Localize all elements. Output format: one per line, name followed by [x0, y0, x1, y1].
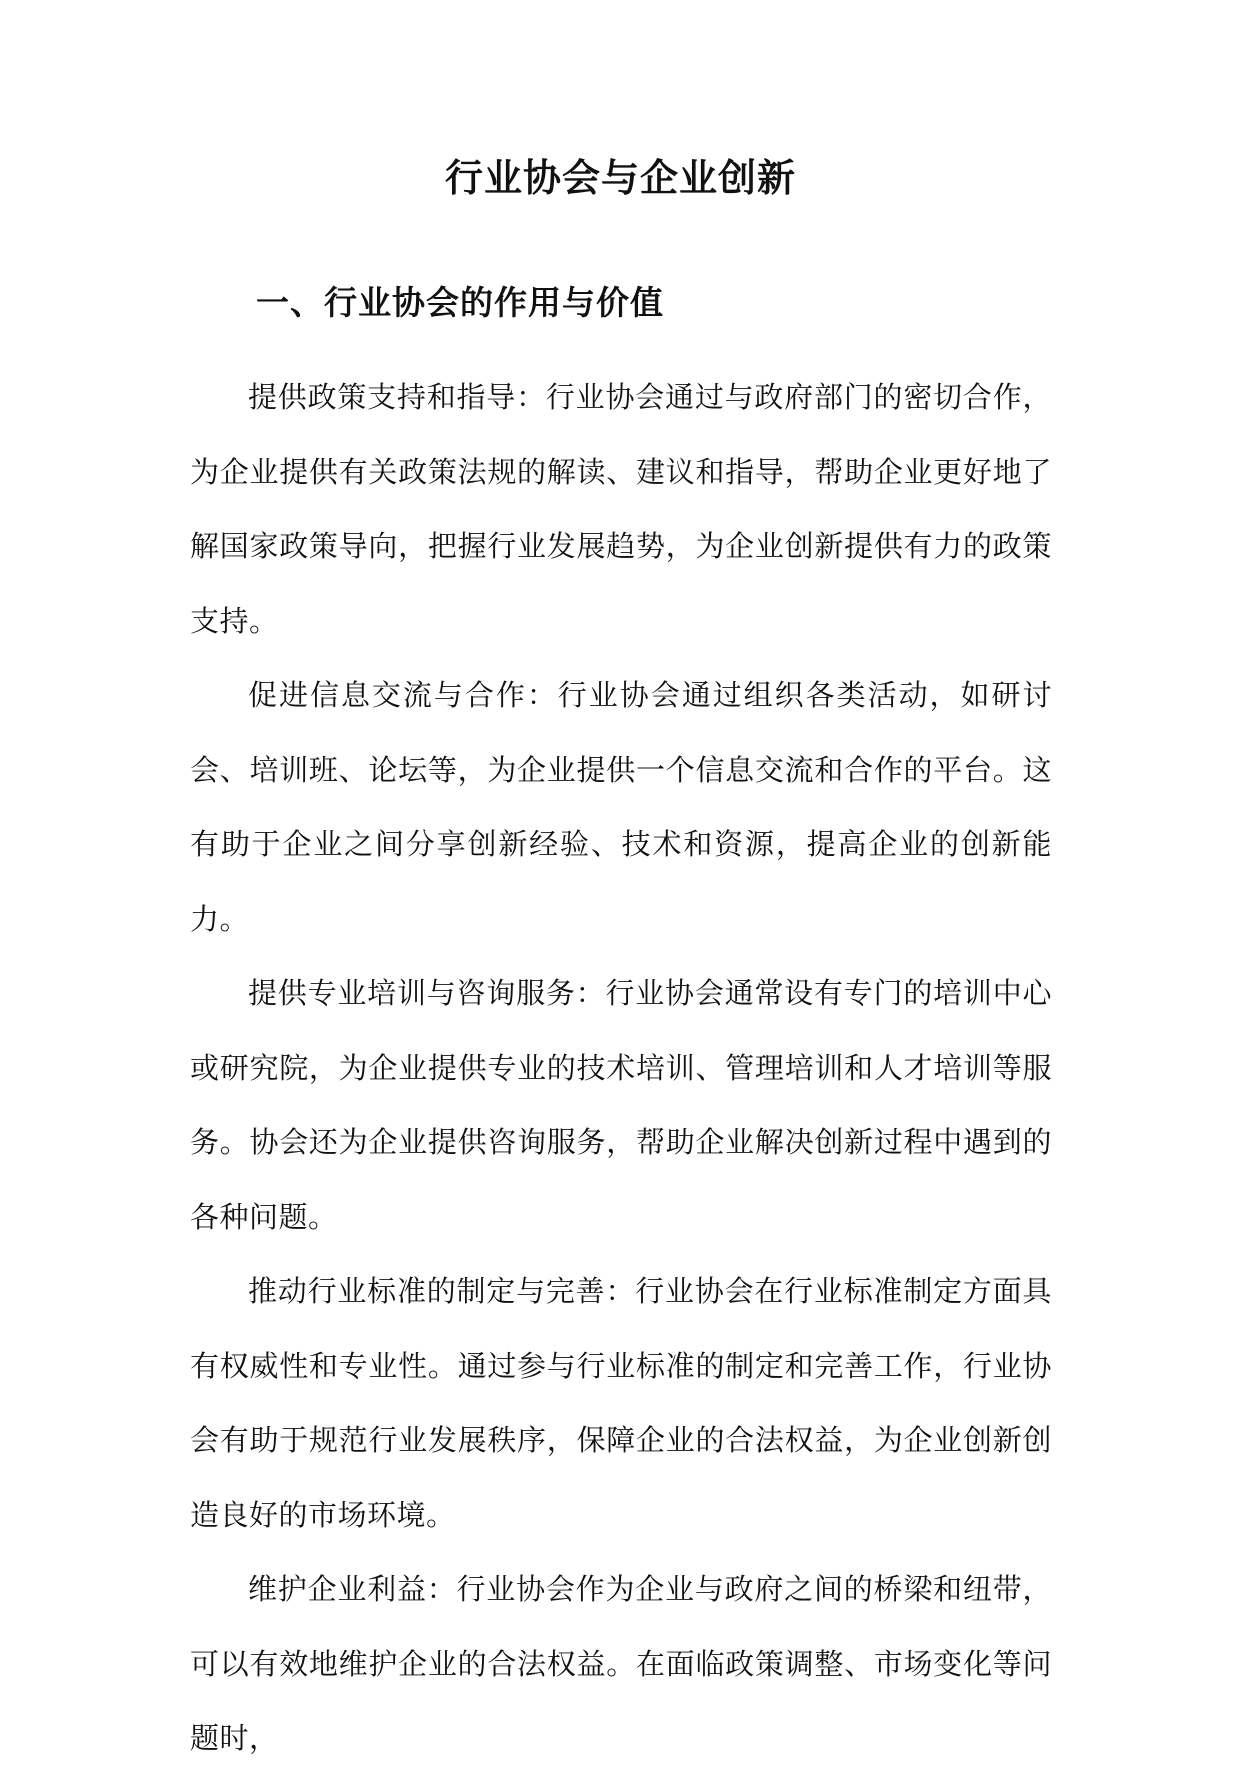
paragraph-information-exchange: 促进信息交流与合作：行业协会通过组织各类活动，如研讨会、培训班、论坛等，为企业提供一个信息交流和合作的平台。这有助于企业之间分享创新经验、技术和资源，提高企业的创新能力。 [190, 678, 1052, 936]
document-title: 行业协会与企业创新 [444, 155, 796, 200]
section-heading: 一、行业协会的作用与价值 [256, 283, 664, 322]
paragraph-industry-standards: 推动行业标准的制定与完善：行业协会在行业标准制定方面具有权威性和专业性。通过参与行业标准的制定和完善工作，行业协会有助于规范行业发展秩序，保障企业的合法权益，为企业创新创造良好的市场环境。 [190, 1274, 1052, 1532]
paragraph-protect-interests: 维护企业利益：行业协会作为企业与政府之间的桥梁和纽带，可以有效地维护企业的合法权益。在面临政策调整、市场变化等问题时， [190, 1572, 1052, 1755]
paragraph-training-consulting: 提供专业培训与咨询服务：行业协会通常设有专门的培训中心或研究院，为企业提供专业的技术培训、管理培训和人才培训等服务。协会还为企业提供咨询服务，帮助企业解决创新过程中遇到的各种问题。 [190, 976, 1052, 1234]
paragraph-policy-support: 提供政策支持和指导：行业协会通过与政府部门的密切合作，为企业提供有关政策法规的解读、建议和指导，帮助企业更好地了解国家政策导向，把握行业发展趋势，为企业创新提供有力的政策支持。 [190, 380, 1052, 638]
document-body [190, 360, 1052, 1776]
